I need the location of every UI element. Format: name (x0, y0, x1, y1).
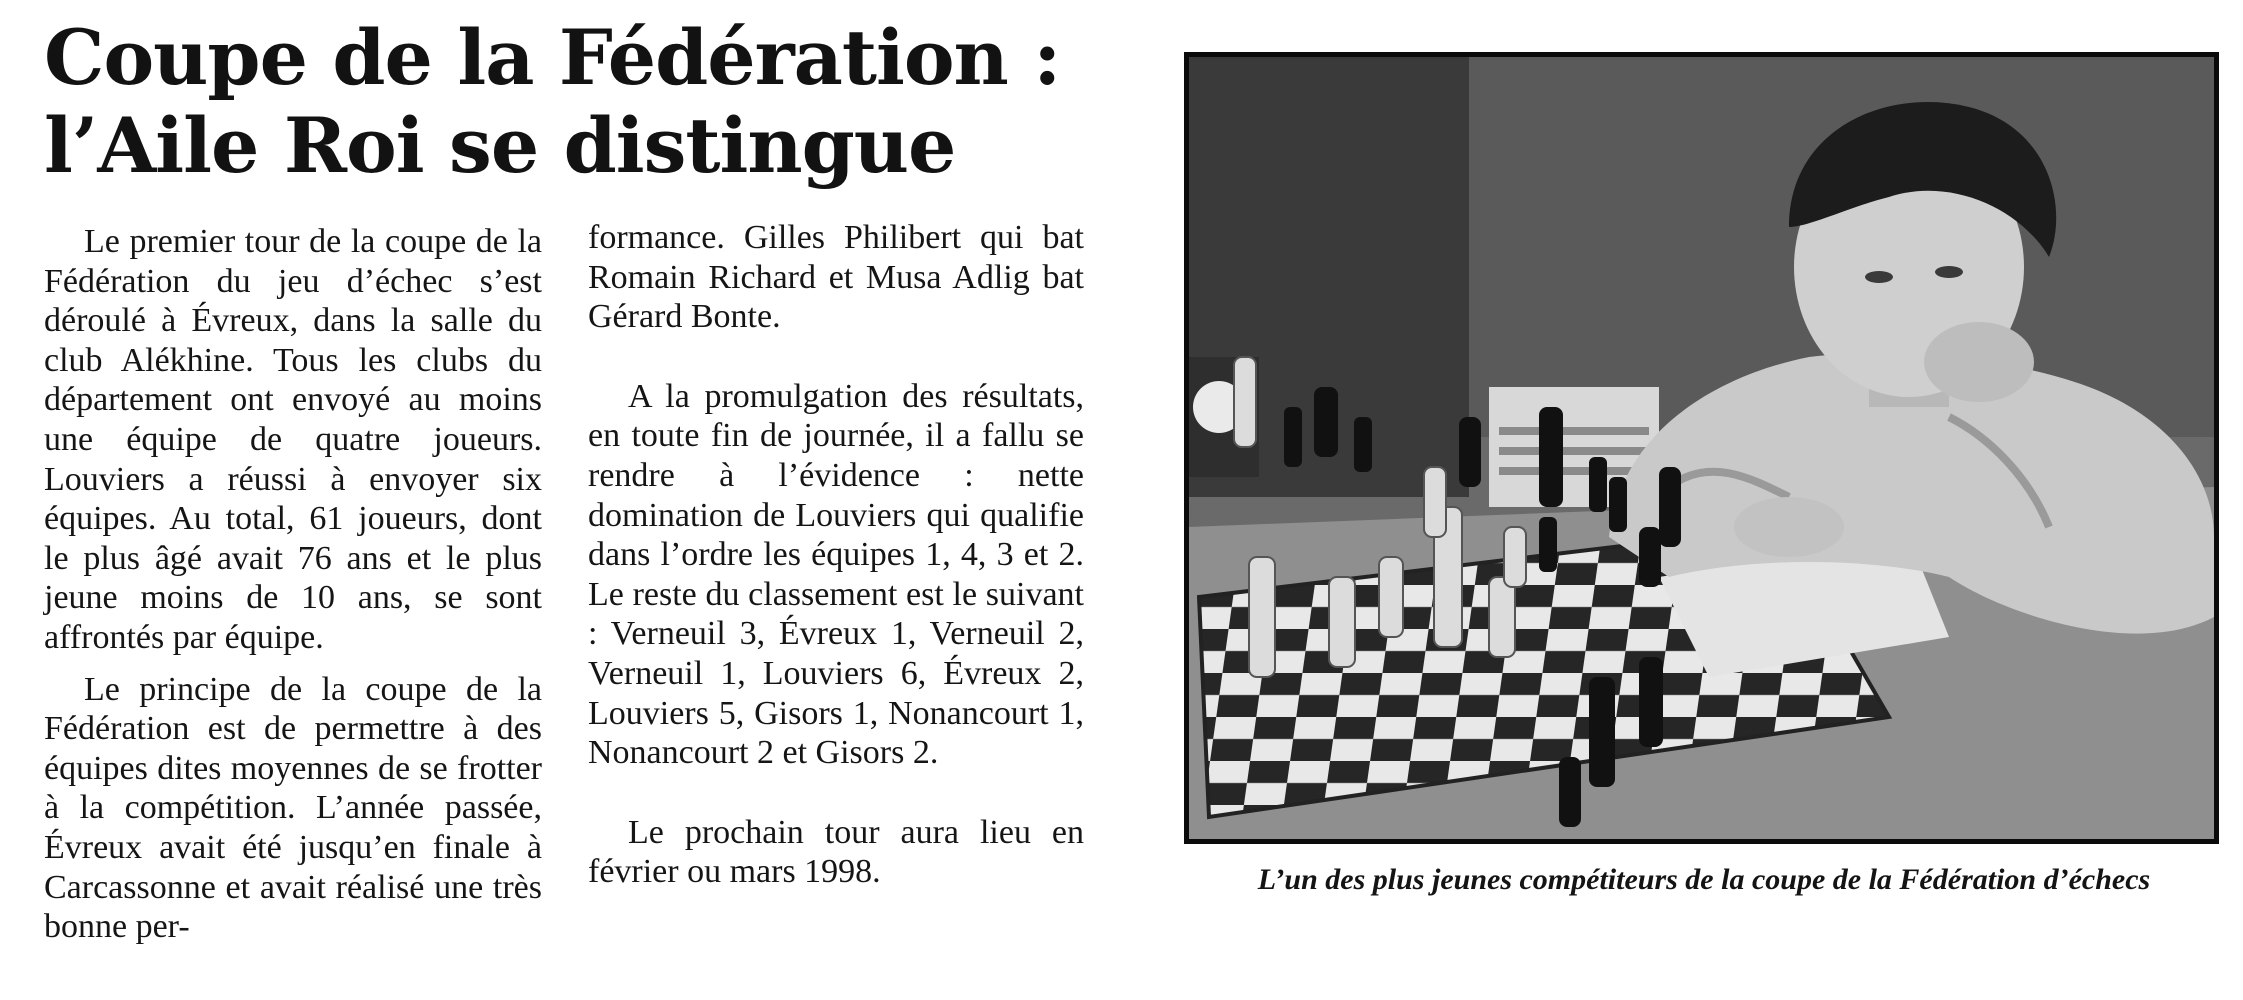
paragraph: Le principe de la coupe de la Fédération est de permettre à des équipes dites moyennes de se frotter à la compétition. L’année passée, Évreux avait été jusqu’en finale à Carcassonne et avait réalisé une très bonne per- (44, 670, 542, 946)
article-column-2 (588, 218, 1084, 892)
chess-player-photo (1184, 52, 2219, 844)
paragraph: Le prochain tour aura lieu en février ou mars 1998. (588, 813, 1084, 891)
article-headline (44, 14, 1124, 190)
article-column-1 (44, 222, 542, 947)
paragraph: formance. Gilles Philibert qui bat Romain Richard et Musa Adlig bat Gérard Bonte. (588, 219, 1084, 336)
paragraph: A la promulgation des résultats, en toute fin de journée, il a fallu se rendre à l’évidence : nette domination de Louviers qui qualifie dans l’ordre les équipes 1, 4, 3 et 2. Le reste du classement est le suivant : Verneuil 3, Évreux 1, Verneuil 2, Verneuil 1, Louviers 6, Évreux 2, Louviers 5, Gisors 1, Nonancourt 1, Nonancourt 2 et Gisors 2. (588, 377, 1084, 772)
headline-line-1: Coupe de la Fédération : (44, 13, 1061, 102)
headline-line-2: l’Aile Roi se distingue (44, 101, 956, 190)
photo-caption: L’un des plus jeunes compétiteurs de la coupe de la Fédération d’échecs (1257, 863, 2151, 896)
photo-illustration (1189, 57, 2214, 839)
paragraph: Le premier tour de la coupe de la Fédération du jeu d’échec s’est déroulé à Évreux, dans la salle du club Alékhine. Tous les clubs du département ont envoyé au moins une équipe de quatre joueurs. Louviers a réussi à envoyer six équipes. Au total, 61 joueurs, dont le plus âgé avait 76 ans et le plus jeune moins de 10 ans, se sont affrontés par équipe. (44, 223, 542, 656)
